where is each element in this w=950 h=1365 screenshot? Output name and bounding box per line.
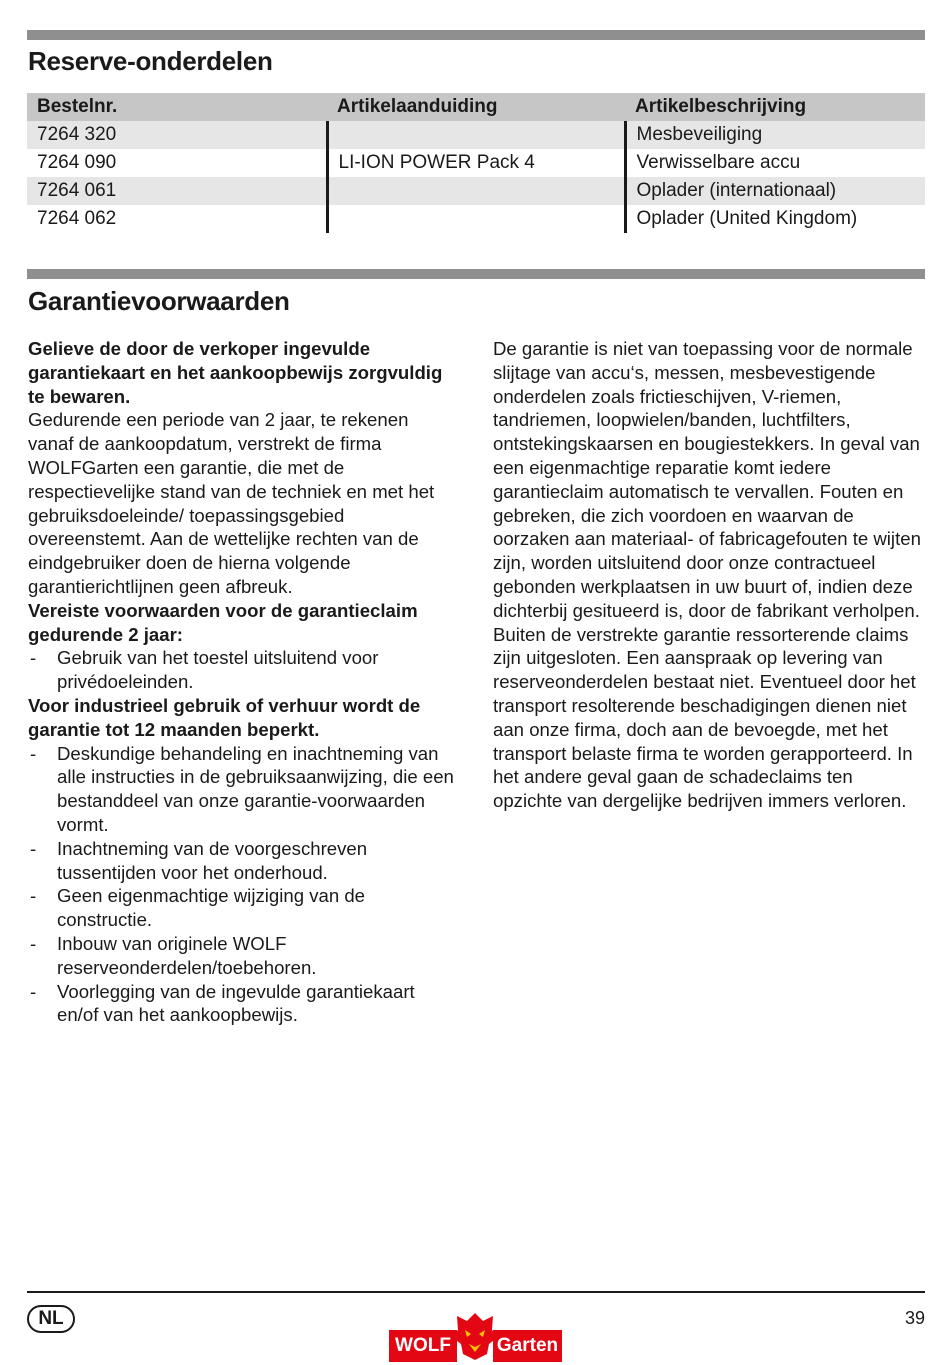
industrial-use-heading: Voor industrieel gebruik of verhuur wordt de garantie tot 12 maanden beperkt.: [28, 694, 421, 740]
requirements-list: [28, 646, 458, 694]
column-header-order-number: Bestelnr.: [27, 93, 327, 121]
list-item: - Inachtneming van de voorgeschreven tussentijden voor het onderhoud.: [28, 837, 458, 885]
parts-table: [27, 93, 925, 233]
column-header-article-designation: Artikelaanduiding: [327, 93, 625, 121]
warranty-title: Garantievoorwaarden: [28, 286, 290, 316]
page-number: 39: [904, 1308, 925, 1328]
list-item: - Inbouw van originele WOLF reserveonderdelen/toebehoren.: [28, 932, 458, 980]
designation-cell: LI-ION POWER Pack 4: [327, 149, 625, 177]
requirements-heading: Vereiste voorwaarden voor de garantieclaim gedurende 2 jaar:: [28, 599, 418, 645]
list-item: - Geen eigenmachtige wijziging van de constructie.: [28, 884, 458, 932]
logo-wolf-label: WOLF: [389, 1330, 457, 1362]
footer-divider: [27, 1291, 925, 1293]
logo-garten-label: Garten: [493, 1330, 562, 1362]
warranty-exclusions-text: De garantie is niet van toepassing voor de normale slijtage van accu‘s, messen, mesbevestigende onderdelen zoals frictieschijven, V-riemen, tandriemen, loopwielen/banden, luchtfilters, ontstekingskaarsen en bougiestekkers. In geval van een eigenmachtige reparatie komt iedere garantieclaim automatisch te vervallen. Fouten en gebreken, die zich voordoen en waarvan de oorzaken aan materiaal- of fabricagefouten te wijten zijn, worden uitsluitend door onze contractueel gebonden werkplaatsen in uw buurt of, indien deze dichterbij gesitueerd is, door de fabrikant verholpen. Buiten de verstrekte garantie ressorterende claims zijn uitgesloten. Een aanspraak op levering van reserveonderdelen bestaat niet. Eventueel door het transport resolterende beschadigingen dienen niet aan onze firma, doch aan de bevoegde, met het transport belaste firma te worden gerapporteerd. In het andere geval gaan de schadeclaims ten opzichte van dergelijke bedrijven immers verloren.: [493, 338, 921, 812]
warranty-right-column: [493, 337, 925, 813]
list-item: - Gebruik van het toestel uitsluitend voor privédoeleinden.: [28, 646, 458, 694]
warranty-intro-bold: Gelieve de door de verkoper ingevulde garantiekaart en het aankoopbewijs zorgvuldig te bewaren.: [28, 338, 443, 407]
parts-title: Reserve-onderdelen: [28, 46, 273, 76]
warranty-intro-text: Gedurende een periode van 2 jaar, te rekenen vanaf de aankoopdatum, verstrekt de firma WOLFGarten een garantie, die met de respectievelijke stand van de techniek en met het gebruiksdoeleinde/ toepassingsgebied overeenstemt. Aan de wettelijke rechten van de eindgebruiker doen de hierna volgende garantierichtlijnen geen afbreuk.: [28, 409, 435, 597]
column-header-article-description: Artikelbeschrijving: [625, 93, 925, 121]
conditions-list: [28, 742, 458, 1028]
list-item: - Voorlegging van de ingevulde garantiekaart en/of van het aankoopbewijs.: [28, 980, 458, 1028]
list-item: - Deskundige behandeling en inachtneming van alle instructies in de gebruiksaanwijzing, die een bestanddeel van onze garantie-voorwaarden vormt.: [28, 742, 458, 837]
description-cell: Oplader (internationaal): [625, 177, 925, 205]
order-number-cell: 7264 062: [37, 208, 117, 229]
table-row: [27, 149, 925, 177]
warranty-left-column: [28, 337, 458, 1027]
table-row: [27, 205, 925, 233]
language-badge: NL: [27, 1305, 75, 1333]
description-cell: Mesbeveiliging: [625, 121, 925, 149]
table-row: [27, 177, 925, 205]
description-cell: Verwisselbare accu: [625, 149, 925, 177]
order-number-cell: 7264 061: [27, 177, 327, 205]
designation-cell: [327, 177, 625, 205]
order-number-cell: 7264 090: [37, 152, 117, 173]
table-row: [27, 121, 925, 149]
section-divider-parts: [27, 30, 925, 40]
table-header-row: [27, 93, 925, 121]
order-number-cell: 7264 320: [27, 121, 327, 149]
description-cell: Oplader (United Kingdom): [625, 205, 925, 233]
designation-cell: [327, 121, 625, 149]
section-divider-warranty: [27, 269, 925, 279]
wolf-garten-logo: [389, 1310, 562, 1362]
designation-cell: [327, 205, 625, 233]
